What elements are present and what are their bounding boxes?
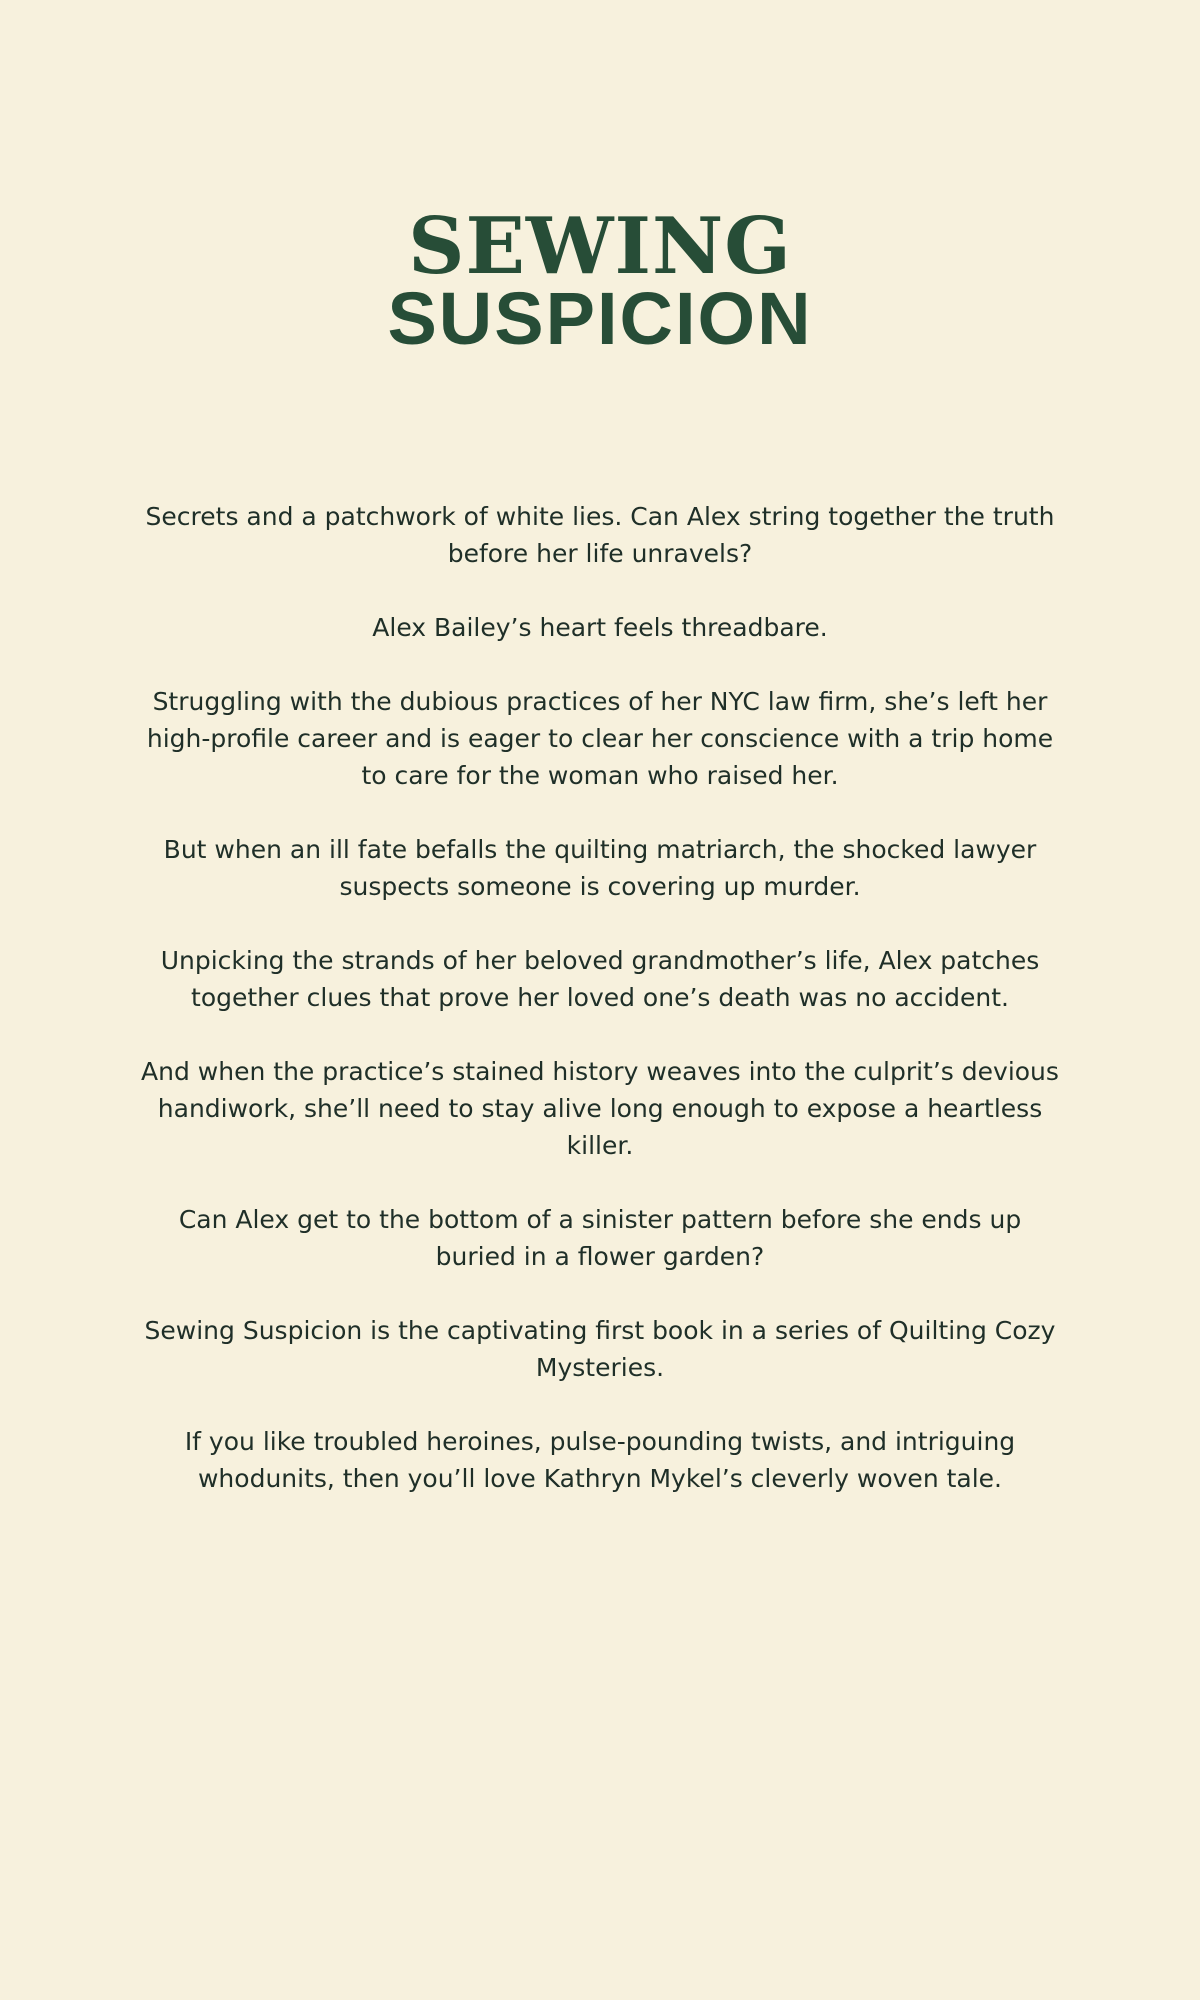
blurb-paragraph: Unpicking the strands of her beloved grandmother’s life, Alex patches together clues that prove her loved one’s death was no accident. <box>160 946 1040 1012</box>
blurb-paragraph: Can Alex get to the bottom of a sinister pattern before she ends up buried in a flower garden? <box>178 1205 1022 1271</box>
blurb-paragraph: And when the practice’s stained history weaves into the culprit’s devious handiwork, she’ll need to stay alive long enough to expose a heartless killer. <box>141 1057 1059 1160</box>
blurb-paragraph: Secrets and a patchwork of white lies. Can Alex string together the truth before her life unravels? <box>145 502 1055 568</box>
blurb-paragraph: But when an ill fate befalls the quilting matriarch, the shocked lawyer suspects someone is covering up murder. <box>163 835 1037 901</box>
blurb-paragraph: Sewing Suspicion is the captivating first book in a series of Quilting Cozy Mysteries. <box>144 1316 1056 1382</box>
blurb-paragraph: If you like troubled heroines, pulse-pounding twists, and intriguing whodunits, then you’ll love Kathryn Mykel’s cleverly woven tale. <box>184 1427 1016 1493</box>
book-title-line-1: SEWING <box>408 201 792 292</box>
book-blurb <box>140 498 1060 1534</box>
blurb-paragraph: Alex Bailey’s heart feels threadbare. <box>372 613 828 642</box>
blurb-paragraph: Struggling with the dubious practices of her NYC law firm, she’s left her high-profile career and is eager to clear her conscience with a trip home to care for the woman who raised her. <box>146 687 1054 790</box>
book-title-line-2: SUSPICION <box>387 277 813 360</box>
